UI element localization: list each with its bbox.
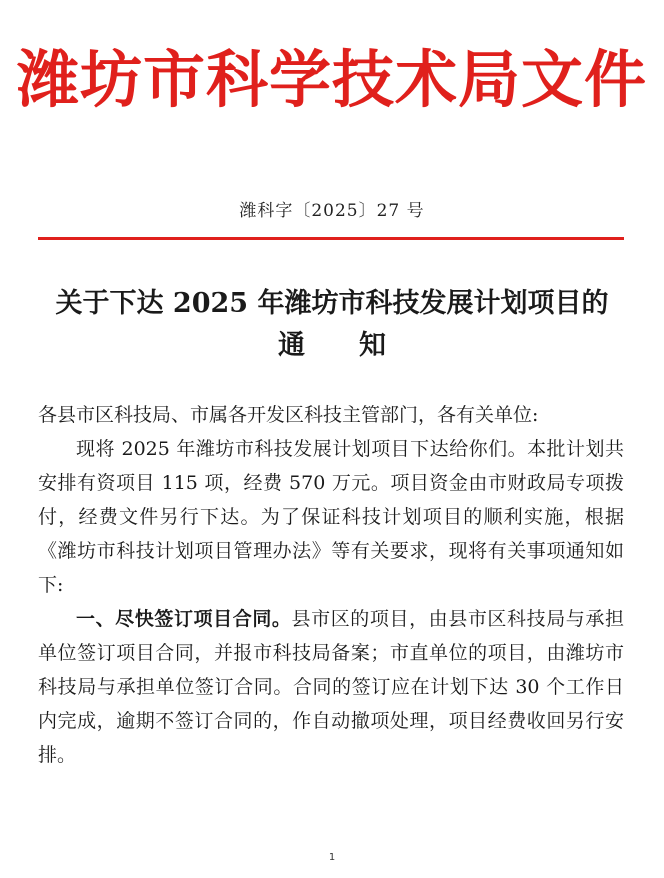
paragraph-intro: 现将 2025 年潍坊市科技发展计划项目下达给你们。本批计划共安排有资项目 115 项，经费 570 万元。项目资金由市财政局专项拨付，经费文件另行下达。为了保证科技计划项目的顺利实施，根据《潍坊市科技计划项目管理办法》等有关要求，现将有关事项通知如下: xyxy=(38,438,624,596)
notice-title xyxy=(0,283,664,367)
document-number: 潍科字〔2025〕27 号 xyxy=(239,201,425,221)
paragraph-item-1 xyxy=(38,602,624,772)
issuing-authority-header: 潍坊市科学技术局文件 xyxy=(16,43,647,116)
page-number: 1 xyxy=(328,852,336,863)
item-1-heading: 一、尽快签订项目合同。 xyxy=(76,608,292,630)
red-divider-line xyxy=(38,237,624,240)
salutation: 各县市区科技局、市属各开发区科技主管部门，各有关单位: xyxy=(38,404,539,426)
document-body xyxy=(38,398,624,772)
notice-title-line-2: 通 知 xyxy=(278,330,386,361)
notice-title-line-1: 关于下达 2025 年潍坊市科技发展计划项目的 xyxy=(55,288,609,319)
item-1-text: 县市区的项目，由县市区科技局与承担单位签订项目合同，并报市科技局备案；市直单位的项目，由潍坊市科技局与承担单位签订合同。合同的签订应在计划下达 30 个工作日内完成，逾期不签订合同的，作自动撤项处理，项目经费收回另行安排。 xyxy=(38,608,624,766)
